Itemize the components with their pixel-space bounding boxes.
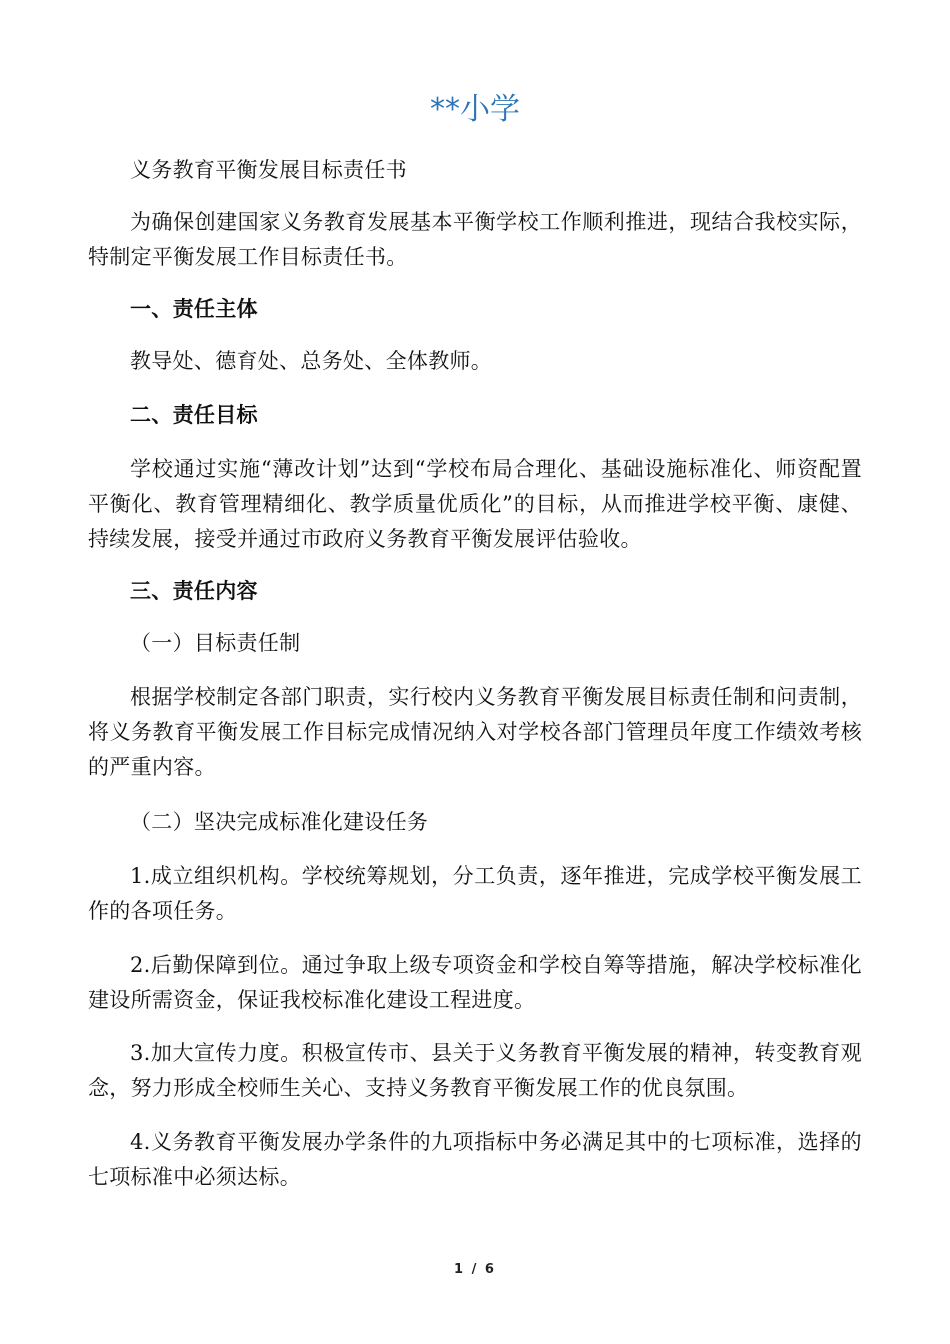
subsection-body-target-responsibility: 根据学校制定各部门职责，实行校内义务教育平衡发展目标责任制和问责制，将义务教育平衡发展工作目标完成情况纳入对学校各部门管理员年度工作绩效考核的严重内容。 [88, 685, 862, 779]
list-item-organization: 1.成立组织机构。学校统筹规划，分工负责，逐年推进，完成学校平衡发展工作的各项任务。 [88, 864, 862, 923]
intro-paragraph: 为确保创建国家义务教育发展基本平衡学校工作顺利推进，现结合我校实际，特制定平衡发展工作目标责任书。 [88, 210, 862, 269]
document-subtitle: 义务教育平衡发展目标责任书 [130, 158, 407, 182]
subsection-heading-target-responsibility: （一）目标责任制 [130, 631, 301, 655]
subsection-heading-standardization-tasks: （二）坚决完成标准化建设任务 [130, 810, 429, 834]
list-item-standards: 4.义务教育平衡发展办学条件的九项指标中务必满足其中的七项标准，选择的七项标准中必须达标。 [88, 1130, 862, 1189]
section-body-responsibility-subject: 教导处、德育处、总务处、全体教师。 [130, 349, 493, 373]
page-indicator: 1 / 6 [454, 1262, 496, 1277]
document-title: **小学 [430, 92, 520, 127]
section-heading-responsibility-goal: 二、责任目标 [130, 403, 258, 427]
list-item-logistics: 2.后勤保障到位。通过争取上级专项资金和学校自筹等措施，解决学校标准化建设所需资金，保证我校标准化建设工程进度。 [88, 953, 862, 1012]
section-heading-responsibility-subject: 一、责任主体 [130, 297, 258, 321]
section-heading-responsibility-content: 三、责任内容 [130, 579, 258, 603]
list-item-publicity: 3.加大宣传力度。积极宣传市、县关于义务教育平衡发展的精神，转变教育观念，努力形成全校师生关心、支持义务教育平衡发展工作的优良氛围。 [88, 1041, 862, 1100]
section-body-responsibility-goal: 学校通过实施“薄改计划”达到“学校布局合理化、基础设施标准化、师资配置平衡化、教育管理精细化、教学质量优质化”的目标，从而推进学校平衡、康健、持续发展，接受并通过市政府义务教育平衡发展评估验收。 [88, 457, 862, 551]
